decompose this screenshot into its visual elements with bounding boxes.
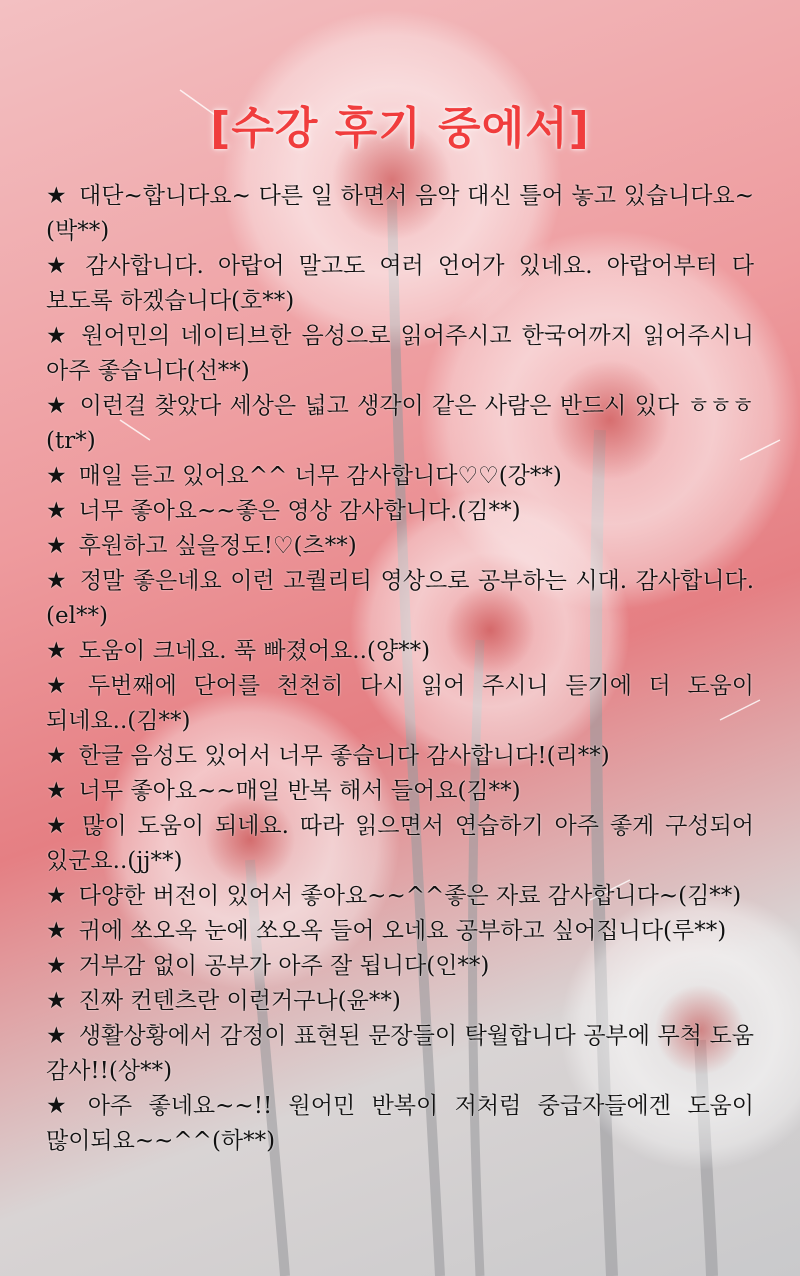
list-item [46, 389, 754, 459]
star-icon: ★ [46, 673, 76, 699]
star-icon: ★ [46, 1093, 76, 1119]
list-item [46, 249, 754, 319]
star-icon: ★ [46, 568, 68, 594]
review-text: 귀에 쏘오옥 눈에 쏘오옥 들어 오네요 공부하고 싶어집니다(루**) [78, 918, 727, 944]
star-icon: ★ [46, 778, 67, 804]
list-item [46, 564, 754, 634]
list-item [46, 809, 754, 879]
star-icon: ★ [46, 498, 67, 524]
list-item [46, 1019, 754, 1089]
star-icon: ★ [46, 918, 67, 944]
star-icon: ★ [46, 638, 67, 664]
review-text: 감사합니다. 아랍어 말고도 여러 언어가 있네요. 아랍어부터 다 보도록 하겠습니다(호**) [46, 253, 754, 314]
list-item [46, 529, 754, 564]
review-text: 많이 도움이 되네요. 따라 읽으면서 연습하기 아주 좋게 구성되어 있군요..(jj**) [46, 813, 755, 874]
list-item [46, 669, 754, 739]
star-icon: ★ [46, 533, 67, 559]
list-item [46, 319, 754, 389]
review-text: 생활상황에서 감정이 표현된 문장들이 탁월합니다 공부에 무척 도움 감사!!(상**) [46, 1023, 754, 1084]
star-icon: ★ [46, 1023, 67, 1049]
star-icon: ★ [46, 813, 71, 839]
star-icon: ★ [46, 463, 67, 489]
star-icon: ★ [46, 393, 68, 419]
list-item [46, 1089, 754, 1159]
list-item [46, 179, 754, 249]
page-title: [수강 후기 중에서] [210, 103, 590, 154]
list-item [46, 914, 754, 949]
list-item [46, 879, 754, 914]
list-item [46, 459, 754, 494]
review-text: 한글 음성도 있어서 너무 좋습니다 감사합니다!(리**) [78, 743, 610, 769]
review-text: 이런걸 찾았다 세상은 넓고 생각이 같은 사람은 반드시 있다 ㅎㅎㅎ(tr*) [46, 393, 754, 454]
review-text: 매일 듣고 있어요^^ 너무 감사합니다♡♡(강**) [78, 463, 562, 489]
review-text: 너무 좋아요~~좋은 영상 감사합니다.(김**) [78, 498, 521, 524]
star-icon: ★ [46, 253, 74, 279]
star-icon: ★ [46, 883, 67, 909]
list-item [46, 984, 754, 1019]
list-item [46, 774, 754, 809]
review-text: 다양한 버전이 있어서 좋아요~~^^좋은 자료 감사합니다~(김**) [78, 883, 742, 909]
review-list [46, 179, 754, 1159]
list-item [46, 634, 754, 669]
review-text: 너무 좋아요~~매일 반복 해서 들어요(김**) [78, 778, 521, 804]
review-text: 두번째에 단어를 천천히 다시 읽어 주시니 듣기에 더 도움이 되네요..(김**) [46, 673, 754, 734]
star-icon: ★ [46, 323, 70, 349]
review-text: 거부감 없이 공부가 아주 잘 됩니다(인**) [78, 953, 490, 979]
list-item [46, 949, 754, 984]
list-item [46, 494, 754, 529]
review-text: 대단~합니다요~ 다른 일 하면서 음악 대신 틀어 놓고 있습니다요~(박**) [46, 183, 754, 244]
star-icon: ★ [46, 743, 67, 769]
star-icon: ★ [46, 183, 68, 209]
review-text: 정말 좋은네요 이런 고퀄리티 영상으로 공부하는 시대. 감사합니다.(el**) [46, 568, 755, 629]
review-text: 원어민의 네이티브한 음성으로 읽어주시고 한국어까지 읽어주시니 아주 좋습니다(선**) [46, 323, 754, 384]
list-item [46, 739, 754, 774]
review-text: 진짜 컨텐츠란 이런거구나(윤**) [78, 988, 401, 1014]
review-text: 후원하고 싶을정도!♡(츠**) [78, 533, 357, 559]
star-icon: ★ [46, 953, 67, 979]
review-text: 아주 좋네요~~!! 원어민 반복이 저처럼 중급자들에겐 도움이 많이되요~~^^(하**) [46, 1093, 754, 1154]
star-icon: ★ [46, 988, 67, 1014]
review-text: 도움이 크네요. 푹 빠졌어요..(양**) [78, 638, 431, 664]
